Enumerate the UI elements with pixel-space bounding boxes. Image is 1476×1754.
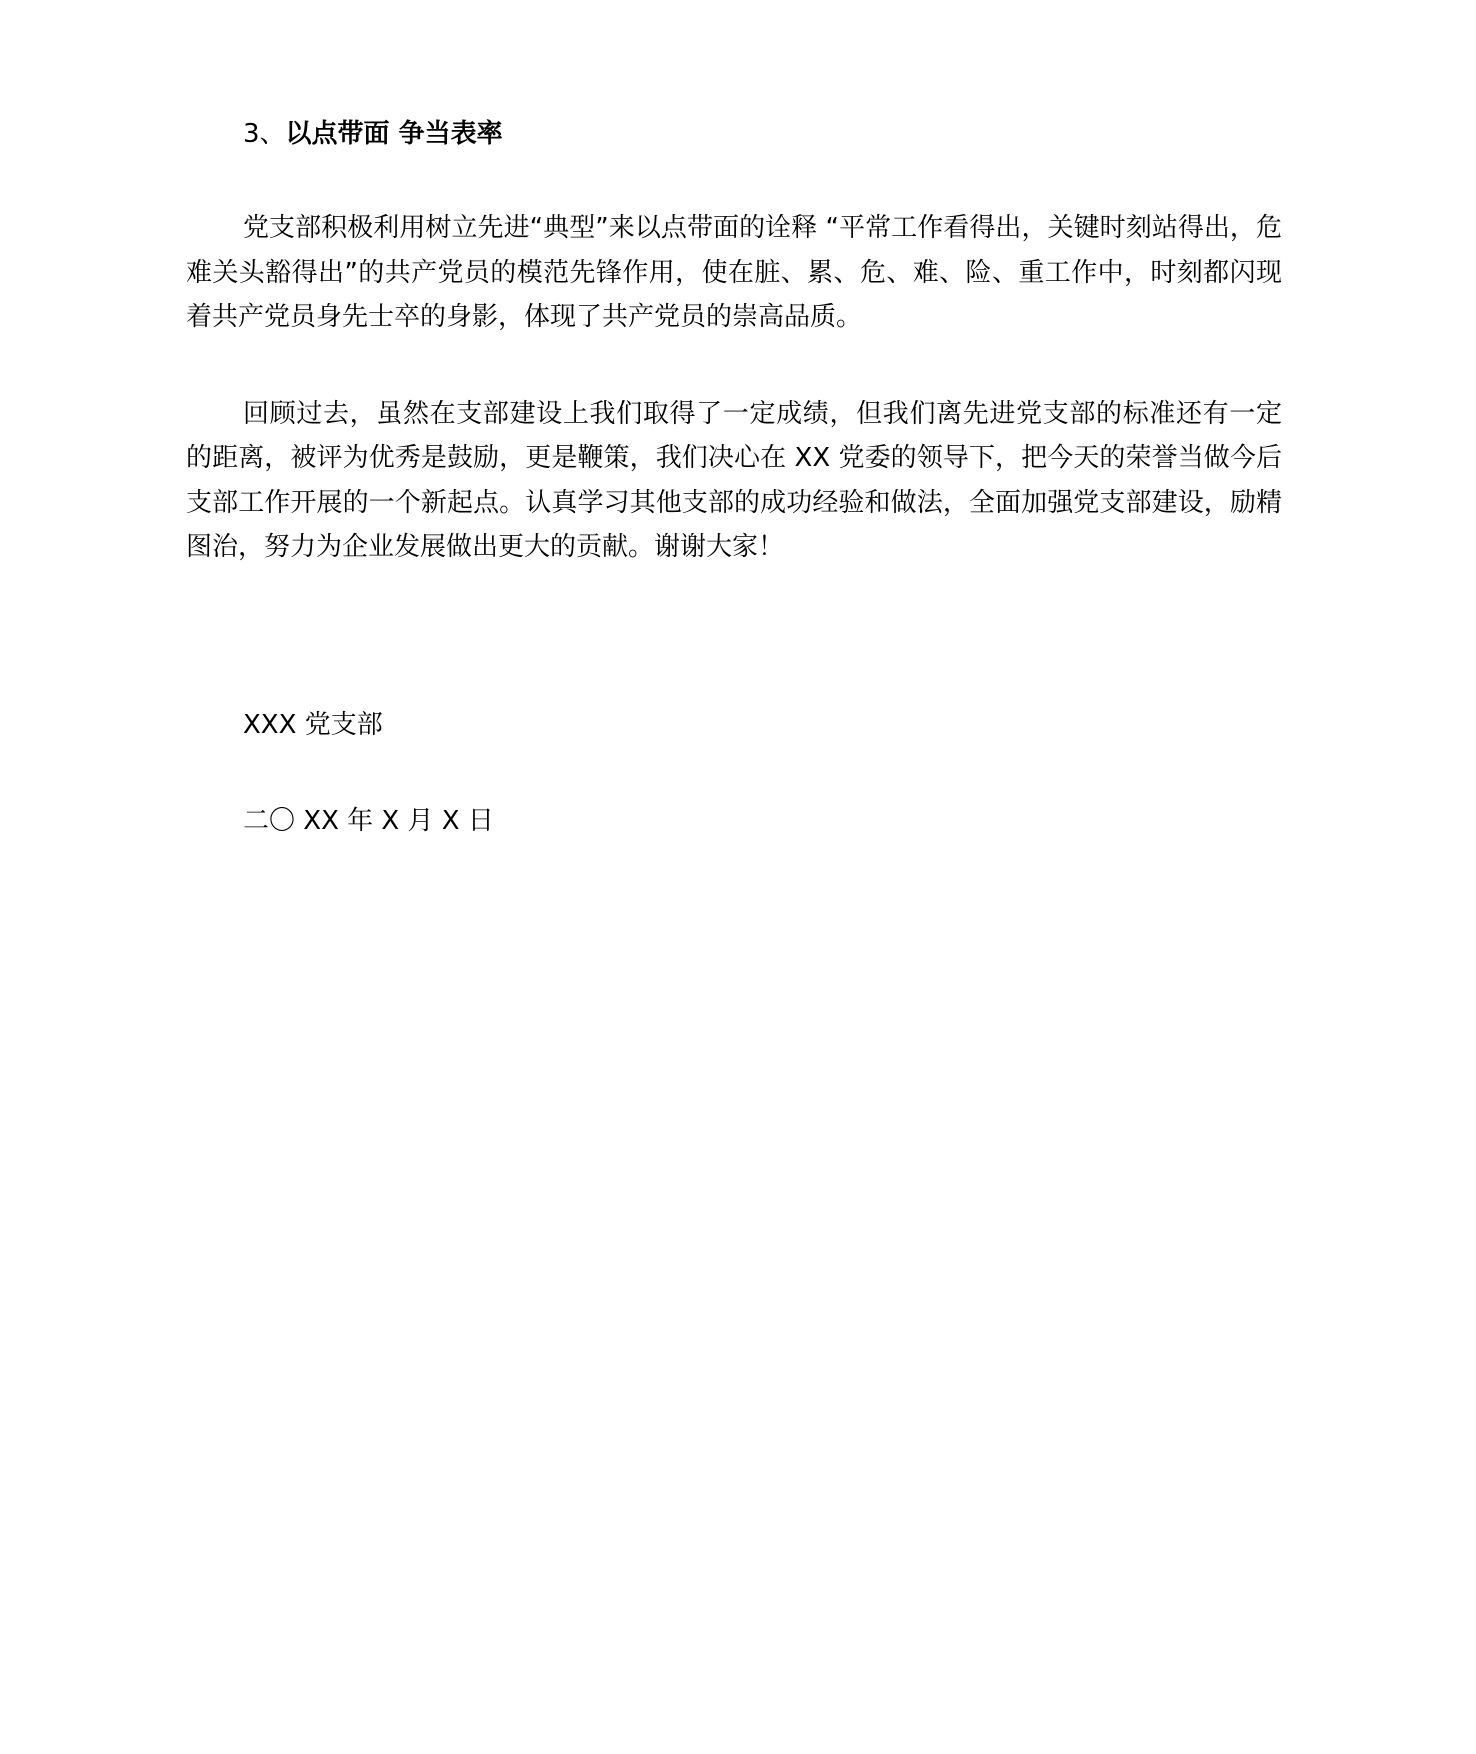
- signature-organization: XXX 党支部: [243, 709, 383, 740]
- section-title: 以点带面 争当表率: [285, 119, 503, 149]
- signature-date: 二〇 XX 年 X 月 X 日: [243, 805, 494, 836]
- document-body: [186, 112, 1282, 843]
- section-number: 3、: [243, 119, 286, 149]
- paragraph-review-and-outlook: 回顾过去，虽然在支部建设上我们取得了一定成绩，但我们离先进党支部的标准还有一定的距离，被评为优秀是鼓励，更是鞭策，我们决心在 XX 党委的领导下，把今天的荣誉当做今后支部工作开展的一个新起点。认真学习其他支部的成功经验和做法，全面加强党支部建设，励精图治，努力为企业发展做出更大的贡献。谢谢大家！: [186, 398, 1282, 562]
- paragraph-exemplary-role: 党支部积极利用树立先进“典型”来以点带面的诠释 “平常工作看得出，关键时刻站得出，危难关头豁得出”的共产党员的模范先锋作用，使在脏、累、危、难、险、重工作中，时刻都闪现着共产党员身先士卒的身影，体现了共产党员的崇高品质。: [186, 213, 1282, 332]
- section-heading: [186, 112, 1282, 156]
